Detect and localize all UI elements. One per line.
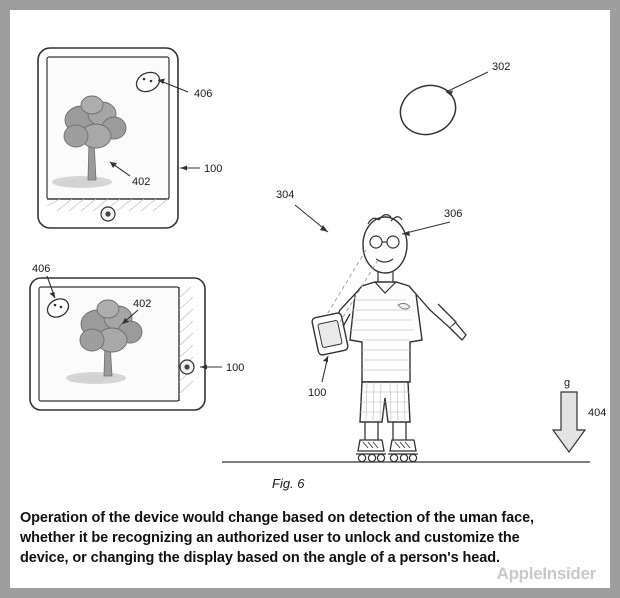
label-306: 306 bbox=[444, 208, 463, 220]
tablet-portrait-home-dot bbox=[105, 211, 110, 216]
gravity-arrow-shape bbox=[553, 392, 585, 452]
label-404: 404 bbox=[588, 407, 607, 419]
person-right-arm bbox=[416, 294, 456, 328]
caption-line-3: device, or changing the display based on the angle of a person's head. bbox=[20, 550, 500, 566]
person-right-leg bbox=[393, 422, 406, 442]
label-100-handheld: 100 bbox=[308, 387, 327, 399]
leader-100-bottom bbox=[200, 362, 244, 374]
figure-caption: Fig. 6 bbox=[272, 476, 305, 491]
person-right-skate bbox=[388, 440, 418, 462]
label-302: 302 bbox=[492, 61, 511, 73]
person-glasses-right bbox=[387, 236, 399, 248]
label-406-bottom: 406 bbox=[32, 263, 51, 275]
patent-figure-panel bbox=[10, 10, 610, 500]
label-406-top: 406 bbox=[194, 88, 213, 100]
label-304: 304 bbox=[276, 189, 295, 201]
caption-panel bbox=[10, 500, 610, 588]
sun-shape bbox=[393, 78, 462, 142]
tablet-landscape-home-dot bbox=[184, 364, 189, 369]
leader-302-line bbox=[446, 72, 488, 92]
applensider-watermark: AppleInsider bbox=[496, 564, 596, 583]
person-glasses-left bbox=[370, 236, 382, 248]
label-100-top: 100 bbox=[204, 163, 223, 175]
light-ray-group bbox=[276, 189, 328, 232]
sun-group bbox=[393, 61, 510, 142]
gravity-arrow-group bbox=[553, 377, 606, 452]
person-shirt bbox=[350, 282, 422, 382]
label-402-top: 402 bbox=[132, 176, 151, 188]
patent-figure-svg bbox=[10, 10, 610, 500]
label-100-bottom: 100 bbox=[226, 362, 245, 374]
tablet-portrait-group bbox=[38, 48, 222, 228]
person-left-leg bbox=[365, 422, 378, 442]
label-g: g bbox=[564, 377, 571, 389]
caption-line-1: Operation of the device would change based on detection of the uman face, bbox=[20, 510, 534, 526]
caption-line-2: whether it be recognizing an authorized user to unlock and customize the bbox=[20, 530, 520, 546]
handheld-device-screen bbox=[318, 320, 343, 348]
leader-100-top bbox=[180, 163, 222, 175]
person-group bbox=[332, 208, 466, 462]
leader-100-handheld bbox=[308, 356, 328, 399]
person-head bbox=[363, 217, 407, 273]
person-left-skate bbox=[356, 440, 386, 462]
tablet-landscape-group bbox=[30, 263, 244, 410]
label-402-bottom: 402 bbox=[133, 298, 152, 310]
leader-306 bbox=[402, 208, 462, 236]
